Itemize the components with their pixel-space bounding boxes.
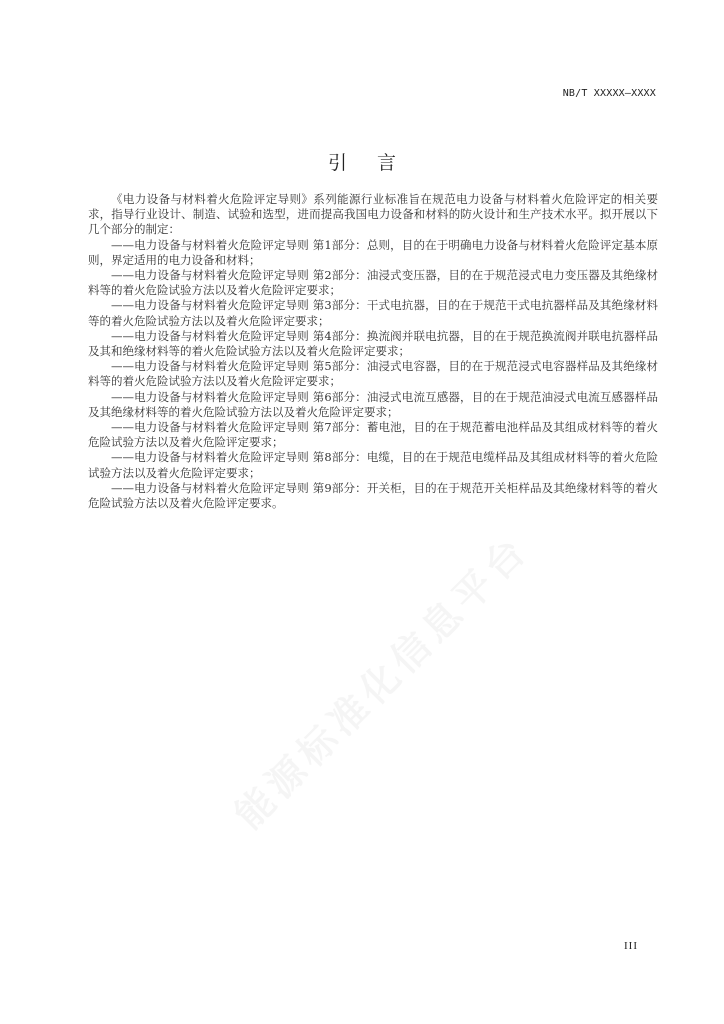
watermark: 能源标准化信息平台 — [226, 526, 538, 838]
document-code: NB/T XXXXX—XXXX — [562, 88, 656, 99]
part-8-item: ——电力设备与材料着火危险评定导则 第8部分：电缆，目的在于规范电缆样品及其组成材料等的着火危险试验方法以及着火危险评定要求； — [88, 450, 658, 480]
intro-paragraph: 《电力设备与材料着火危险评定导则》系列能源行业标准旨在规范电力设备与材料着火危险评定的相关要求，指导行业设计、制造、试验和选型，进而提高我国电力设备和材料的防火设计和生产技术水平。拟开展以下几个部分的制定： — [88, 192, 658, 237]
part-7-item: ——电力设备与材料着火危险评定导则 第7部分：蓄电池，目的在于规范蓄电池样品及其组成材料等的着火危险试验方法以及着火危险评定要求； — [88, 420, 658, 450]
introduction-body — [88, 192, 658, 511]
page-title: 引言 — [327, 152, 426, 174]
part-2-item: ——电力设备与材料着火危险评定导则 第2部分：油浸式变压器，目的在于规范浸式电力变压器及其绝缘材料等的着火危险试验方法以及着火危险评定要求； — [88, 268, 658, 298]
part-6-item: ——电力设备与材料着火危险评定导则 第6部分：油浸式电流互感器，目的在于规范油浸式电流互感器样品及其绝缘材料等的着火危险试验方法以及着火危险评定要求； — [88, 389, 658, 419]
part-5-item: ——电力设备与材料着火危险评定导则 第5部分：油浸式电容器，目的在于规范浸式电容器样品及其绝缘材料等的着火危险试验方法以及着火危险评定要求； — [88, 359, 658, 389]
part-3-item: ——电力设备与材料着火危险评定导则 第3部分：干式电抗器，目的在于规范干式电抗器样品及其绝缘材料等的着火危险试验方法以及着火危险评定要求； — [88, 298, 658, 328]
part-4-item: ——电力设备与材料着火危险评定导则 第4部分：换流阀并联电抗器，目的在于规范换流阀并联电抗器样品及其和绝缘材料等的着火危险试验方法以及着火危险评定要求； — [88, 328, 658, 359]
page-number: III — [624, 940, 638, 952]
part-1-item: ——电力设备与材料着火危险评定导则 第1部分：总则，目的在于明确电力设备与材料着火危险评定基本原则，界定适用的电力设备和材料； — [88, 237, 658, 267]
part-9-item: ——电力设备与材料着火危险评定导则 第9部分：开关柜，目的在于规范开关柜样品及其绝缘材料等的着火危险试验方法以及着火危险评定要求。 — [88, 480, 658, 511]
